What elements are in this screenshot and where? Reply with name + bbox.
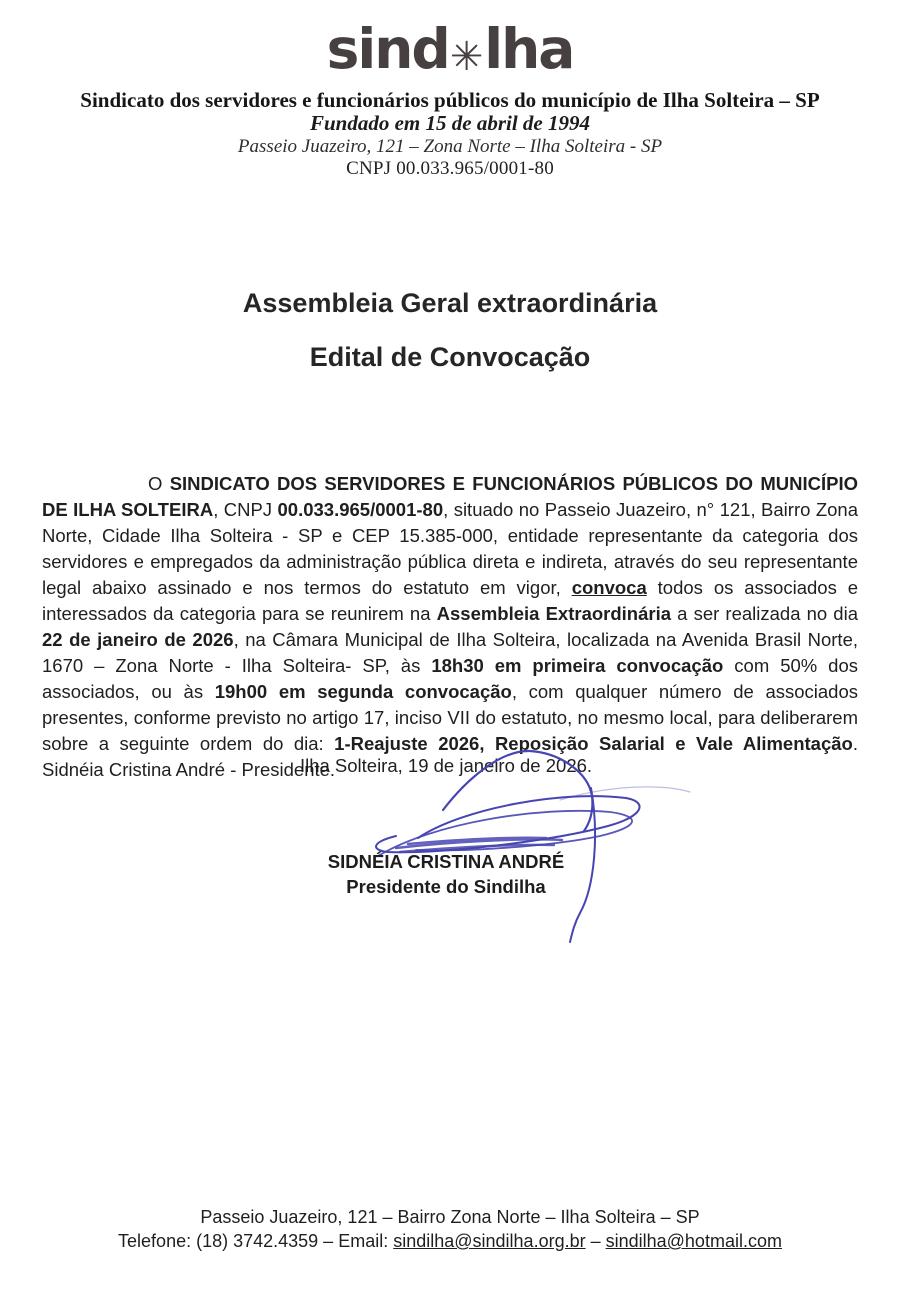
- text-segment: , situado no Passeio Juazeiro, n° 121, Bairro Zona Norte, Cidade Ilha Solteira - SP e CEP 15.385-000, entidade representante da categoria dos servidores e empregados da administração pública direta e indireta, através do seu representante legal abaixo assinado e nos termos do estatuto em vigor,: [42, 498, 858, 598]
- text-segment: 19h00 em segunda convocação: [214, 680, 512, 702]
- text-segment: , na Câmara Municipal de Ilha Solteira, localizada na Avenida Brasil Norte, 1670 – Zona Norte - Ilha Solteira- SP, às: [42, 628, 858, 676]
- signer-role: Presidente do Sindilha: [346, 876, 546, 897]
- body-paragraph: [42, 471, 858, 783]
- sindilha-logo: [0, 14, 900, 92]
- text-segment: 00.033.965/0001-80: [277, 498, 444, 520]
- text-segment: , com qualquer número de associados presentes, conforme previsto no artigo 17, inciso VII do estatuto, no mesmo local, para deliberarem sobre a seguinte ordem do dia:: [42, 680, 859, 754]
- doc-title-line2: Edital de Convocação: [309, 342, 591, 372]
- address-line: Passeio Juazeiro, 121 – Zona Norte – Ilha Solteira - SP: [237, 136, 663, 157]
- text-segment: com 50% dos associados, ou às: [42, 654, 858, 702]
- signature-ink: [348, 738, 698, 948]
- text-segment: todos os associados e interessados da categoria para se reunirem na: [42, 576, 859, 624]
- text-segment: Assembleia Extraordinária: [436, 602, 672, 624]
- email-link-org[interactable]: sindilha@sindilha.org.br: [393, 1231, 586, 1251]
- text-segment: 22 de janeiro de 2026: [42, 628, 234, 650]
- email-link-hotmail[interactable]: sindilha@hotmail.com: [605, 1231, 782, 1251]
- text-segment: 18h30 em primeira convocação: [431, 654, 724, 676]
- text-segment: 1-Reajuste 2026, Reposição Salarial e Vale Alimentação: [334, 732, 853, 754]
- text-segment: a ser realizada no dia: [671, 602, 858, 624]
- text-segment: O: [148, 472, 170, 494]
- text-segment: SINDICATO DOS SERVIDORES E FUNCIONÁRIOS PÚBLICOS DO MUNICÍPIO DE ILHA SOLTEIRA: [42, 472, 859, 520]
- text-segment: . Sidnéia Cristina André - Presidente.: [42, 732, 858, 780]
- text-segment: , CNPJ: [213, 498, 278, 520]
- footer-address: Passeio Juazeiro, 121 – Bairro Zona Norte – Ilha Solteira – SP: [200, 1207, 700, 1227]
- date-line: Ilha Solteira, 19 de janeiro de 2026.: [299, 755, 593, 776]
- text-segment: Telefone: (18) 3742.4359 – Email:: [118, 1231, 394, 1251]
- logo-text-left: sind: [326, 17, 449, 81]
- text-segment: convoca: [571, 576, 647, 598]
- org-name-line: Sindicato dos servidores e funcionários públicos do município de Ilha Solteira – SP: [80, 88, 820, 112]
- text-segment: –: [585, 1231, 606, 1251]
- cnpj-line: CNPJ 00.033.965/0001-80: [346, 158, 554, 179]
- signer-name: SIDNÉIA CRISTINA ANDRÉ: [327, 851, 565, 872]
- doc-title-line1: Assembleia Geral extraordinária: [242, 288, 658, 318]
- logo-text-right: lha: [484, 17, 574, 81]
- star-burst-icon: ✳: [449, 34, 484, 80]
- footer-contact: [0, 1231, 900, 1252]
- founded-line: Fundado em 15 de abril de 1994: [309, 111, 590, 135]
